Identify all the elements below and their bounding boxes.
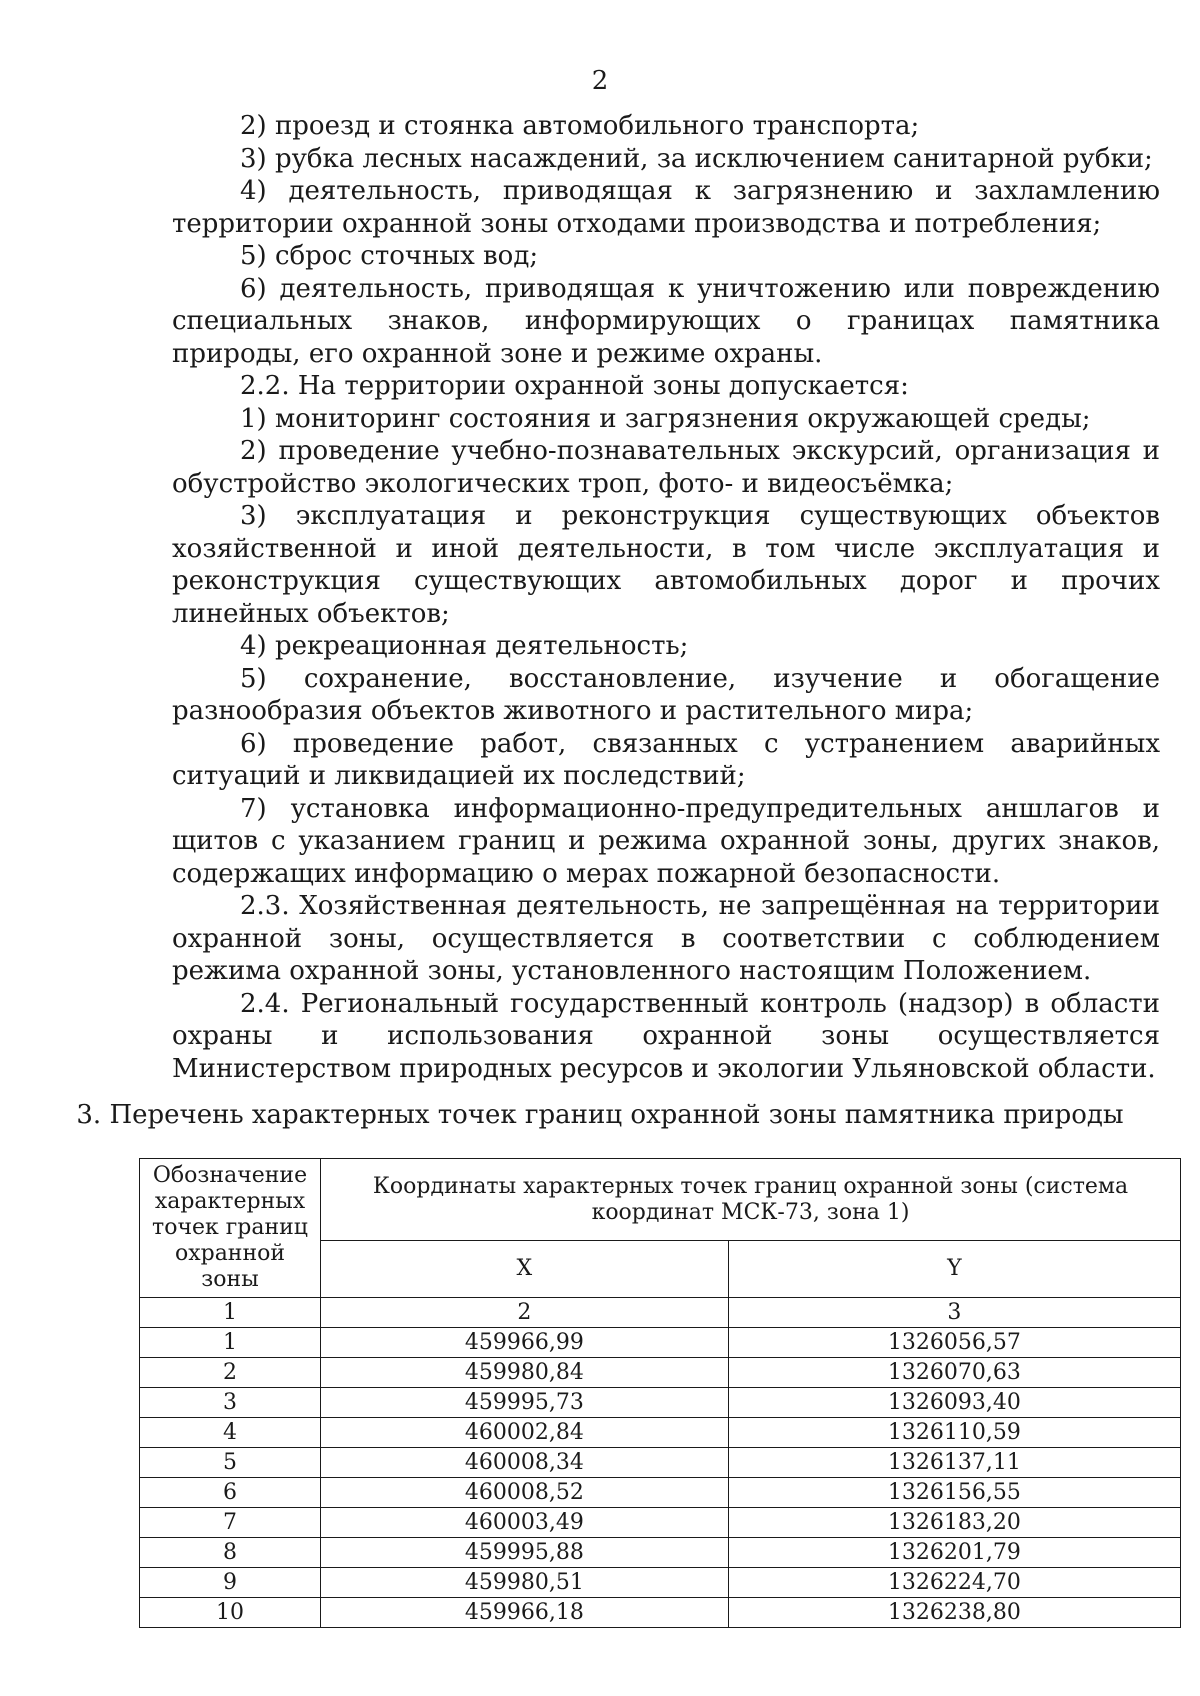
paragraph: 2) проведение учебно-познавательных экскурсий, организация и обустройство экологических троп, фото- и видеосъёмка; (172, 436, 1160, 499)
table-row (140, 1568, 1181, 1598)
table-row (140, 1328, 1181, 1358)
point-number: 6 (140, 1478, 321, 1508)
paragraph: 3) эксплуатация и реконструкция существующих объектов хозяйственной и иной деятельности, в том числе эксплуатация и реконструкция существующих автомобильных дорог и прочих линейных объектов; (172, 501, 1160, 629)
paragraph: 5) сброс сточных вод; (240, 241, 539, 271)
coord-y: 1326056,57 (728, 1328, 1180, 1358)
point-number: 8 (140, 1538, 321, 1568)
coord-x: 459995,88 (321, 1538, 729, 1568)
column-number: 2 (321, 1298, 729, 1328)
paragraph: 7) установка информационно-предупредительных аншлагов и щитов с указанием границ и режима охранной зоны, других знаков, содержащих информацию о мерах пожарной безопасности. (172, 793, 1160, 889)
body-text (172, 110, 1160, 1085)
paragraph: 6) деятельность, приводящая к уничтожению или повреждению специальных знаков, информирующих о границах памятника природы, его охранной зоне и режиме охраны. (172, 273, 1160, 369)
header-coordinates: Координаты характерных точек границ охранной зоны (система координат МСК-73, зона 1) (321, 1159, 1181, 1241)
table-row (140, 1388, 1181, 1418)
table-row (140, 1478, 1181, 1508)
point-number: 5 (140, 1448, 321, 1478)
coord-x: 460008,34 (321, 1448, 729, 1478)
paragraph: 1) мониторинг состояния и загрязнения окружающей среды; (240, 403, 1091, 434)
coord-y: 1326070,63 (728, 1358, 1180, 1388)
column-number: 1 (140, 1298, 321, 1328)
coord-x: 459980,84 (321, 1358, 729, 1388)
point-number: 10 (140, 1598, 321, 1628)
table-row (140, 1448, 1181, 1478)
column-number: 3 (728, 1298, 1180, 1328)
coord-y: 1326156,55 (728, 1478, 1180, 1508)
coord-y: 1326137,11 (728, 1448, 1180, 1478)
coord-x: 459966,99 (321, 1328, 729, 1358)
coord-y: 1326224,70 (728, 1568, 1180, 1598)
point-number: 2 (140, 1358, 321, 1388)
table-row (140, 1538, 1181, 1568)
point-number: 7 (140, 1508, 321, 1538)
column-number-row (140, 1298, 1181, 1328)
coordinates-table (139, 1158, 1181, 1628)
header-x: X (321, 1241, 729, 1298)
point-number: 3 (140, 1388, 321, 1418)
coord-x: 459980,51 (321, 1568, 729, 1598)
section-title: 3. Перечень характерных точек границ охранной зоны памятника природы (76, 1100, 1124, 1130)
table-row (140, 1418, 1181, 1448)
table-row (140, 1508, 1181, 1538)
paragraph: 4) деятельность, приводящая к загрязнению и захламлению территории охранной зоны отходами производства и потребления; (172, 176, 1160, 239)
coord-x: 459966,18 (321, 1598, 729, 1628)
paragraph: 2.3. Хозяйственная деятельность, не запрещённая на территории охранной зоны, осуществляется в соответствии с соблюдением режима охранной зоны, установленного настоящим Положением. (172, 891, 1160, 986)
paragraph: 5) сохранение, восстановление, изучение и обогащение разнообразия объектов животного и растительного мира; (172, 663, 1160, 726)
paragraph: 6) проведение работ, связанных с устранением аварийных ситуаций и ликвидацией их последствий; (172, 728, 1160, 791)
coord-x: 460003,49 (321, 1508, 729, 1538)
paragraph: 3) рубка лесных насаждений, за исключением санитарной рубки; (240, 143, 1153, 174)
coord-y: 1326238,80 (728, 1598, 1180, 1628)
point-number: 1 (140, 1328, 321, 1358)
coord-y: 1326093,40 (728, 1388, 1180, 1418)
table-row (140, 1598, 1181, 1628)
coord-y: 1326201,79 (728, 1538, 1180, 1568)
paragraph: 4) рекреационная деятельность; (240, 631, 689, 661)
paragraph: 2.4. Региональный государственный контроль (надзор) в области охраны и использования охранной зоны осуществляется Министерством природных ресурсов и экологии Ульяновской области. (172, 988, 1160, 1084)
page-number: 2 (591, 66, 609, 96)
table-header-row (140, 1159, 1181, 1241)
paragraph: 2.2. На территории охранной зоны допускается: (240, 371, 909, 401)
coord-x: 459995,73 (321, 1388, 729, 1418)
point-number: 9 (140, 1568, 321, 1598)
coord-x: 460002,84 (321, 1418, 729, 1448)
coord-x: 460008,52 (321, 1478, 729, 1508)
table-row (140, 1358, 1181, 1388)
header-designation: Обозначение характерных точек границ охранной зоны (140, 1159, 321, 1298)
header-y: Y (728, 1241, 1180, 1298)
coord-y: 1326110,59 (728, 1418, 1180, 1448)
point-number: 4 (140, 1418, 321, 1448)
coord-y: 1326183,20 (728, 1508, 1180, 1538)
paragraph: 2) проезд и стоянка автомобильного транспорта; (240, 111, 920, 141)
